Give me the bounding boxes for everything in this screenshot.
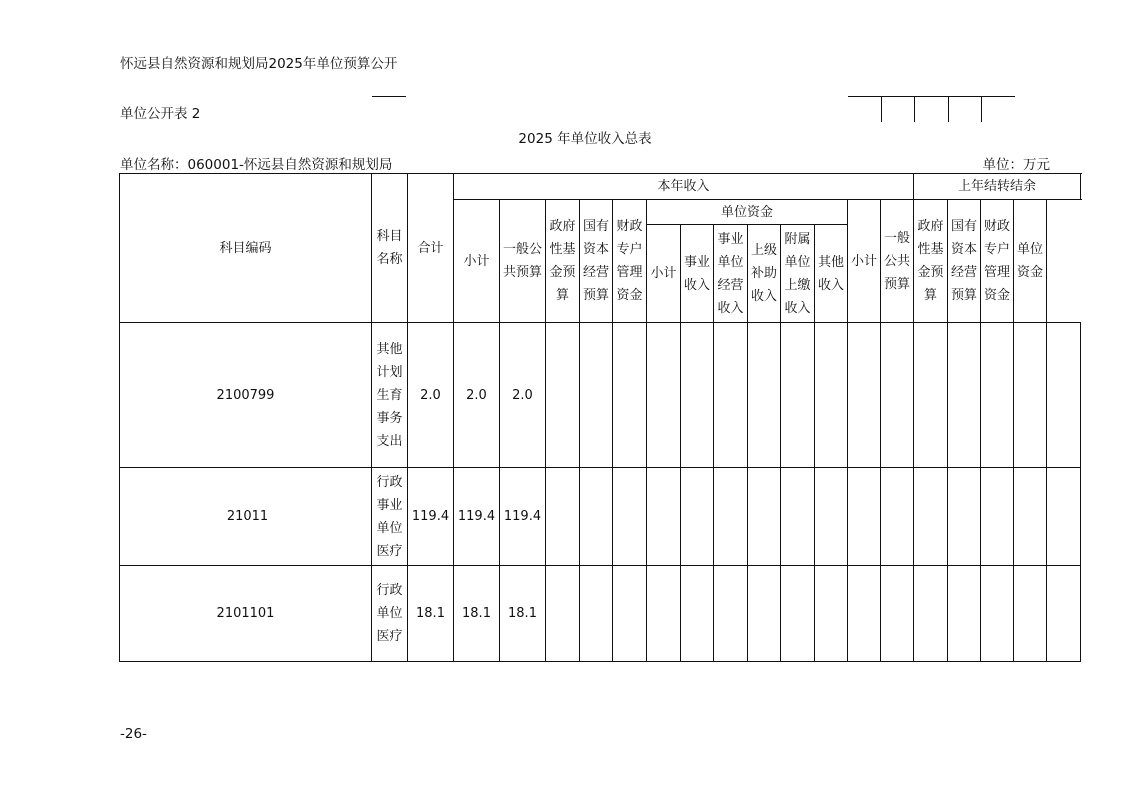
table-row (120, 468, 1081, 566)
table-label: 单位公开表 2 (120, 106, 201, 122)
header-business-income: 事业收入 (681, 225, 714, 323)
decorative-rule (848, 96, 1015, 97)
header-state-capital-budget: 国有资本经营预算 (580, 200, 613, 323)
header-carry-special-fund: 财政专户管理资金 (981, 200, 1014, 323)
subject-name: 行政单位医疗 (372, 566, 408, 662)
header-subject-name: 科目名称 (372, 174, 408, 323)
subject-code: 2100799 (120, 323, 372, 468)
decorative-rule (881, 96, 882, 122)
header-prior-year-carryover: 上年结转结余 (914, 174, 1081, 200)
header-unit-subtotal: 小计 (647, 225, 681, 323)
subtotal-value: 18.1 (454, 566, 500, 662)
header-special-fund: 财政专户管理资金 (613, 200, 647, 323)
income-summary-table (119, 173, 1081, 662)
decorative-rule (981, 96, 982, 122)
header-total: 合计 (408, 174, 454, 323)
subject-name: 行政事业单位医疗 (372, 468, 408, 566)
header-carry-subtotal: 小计 (848, 200, 881, 323)
header-subsidiary-remittance: 附属单位上缴收入 (781, 225, 815, 323)
document-title: 怀远县自然资源和规划局2025年单位预算公开 (120, 56, 398, 72)
general-budget-value: 119.4 (500, 468, 546, 566)
table-row (120, 566, 1081, 662)
decorative-rule (914, 96, 915, 122)
header-unit-funds: 单位资金 (647, 200, 848, 225)
general-budget-value: 2.0 (500, 323, 546, 468)
total-value: 2.0 (408, 323, 454, 468)
subtotal-value: 2.0 (454, 323, 500, 468)
header-other-income: 其他收入 (815, 225, 848, 323)
header-current-year-income: 本年收入 (454, 174, 914, 200)
header-general-budget: 一般公共预算 (500, 200, 546, 323)
total-value: 18.1 (408, 566, 454, 662)
header-business-operating-income: 事业单位经营收入 (714, 225, 748, 323)
header-gov-fund-budget: 政府性基金预算 (546, 200, 580, 323)
page-number: -26- (120, 726, 147, 742)
header-carry-general-budget: 一般公共预算 (881, 200, 914, 323)
unit-label: 单位：万元 (982, 157, 1050, 173)
subtotal-value: 119.4 (454, 468, 500, 566)
header-carry-unit-funds: 单位资金 (1014, 200, 1047, 323)
header-carry-gov-fund: 政府性基金预算 (914, 200, 948, 323)
subject-code: 21011 (120, 468, 372, 566)
unit-name: 单位名称：060001-怀远县自然资源和规划局 (120, 157, 393, 173)
subject-code: 2101101 (120, 566, 372, 662)
subject-name: 其他计划生育事务支出 (372, 323, 408, 468)
header-carry-state-capital: 国有资本经营预算 (948, 200, 981, 323)
decorative-rule (372, 96, 406, 97)
table-row (120, 323, 1081, 468)
report-title: 2025 年单位收入总表 (518, 131, 652, 147)
total-value: 119.4 (408, 468, 454, 566)
decorative-rule (948, 96, 949, 122)
header-subtotal: 小计 (454, 200, 500, 323)
header-superior-subsidy: 上级补助收入 (748, 225, 781, 323)
general-budget-value: 18.1 (500, 566, 546, 662)
header-subject-code: 科目编码 (120, 174, 372, 323)
